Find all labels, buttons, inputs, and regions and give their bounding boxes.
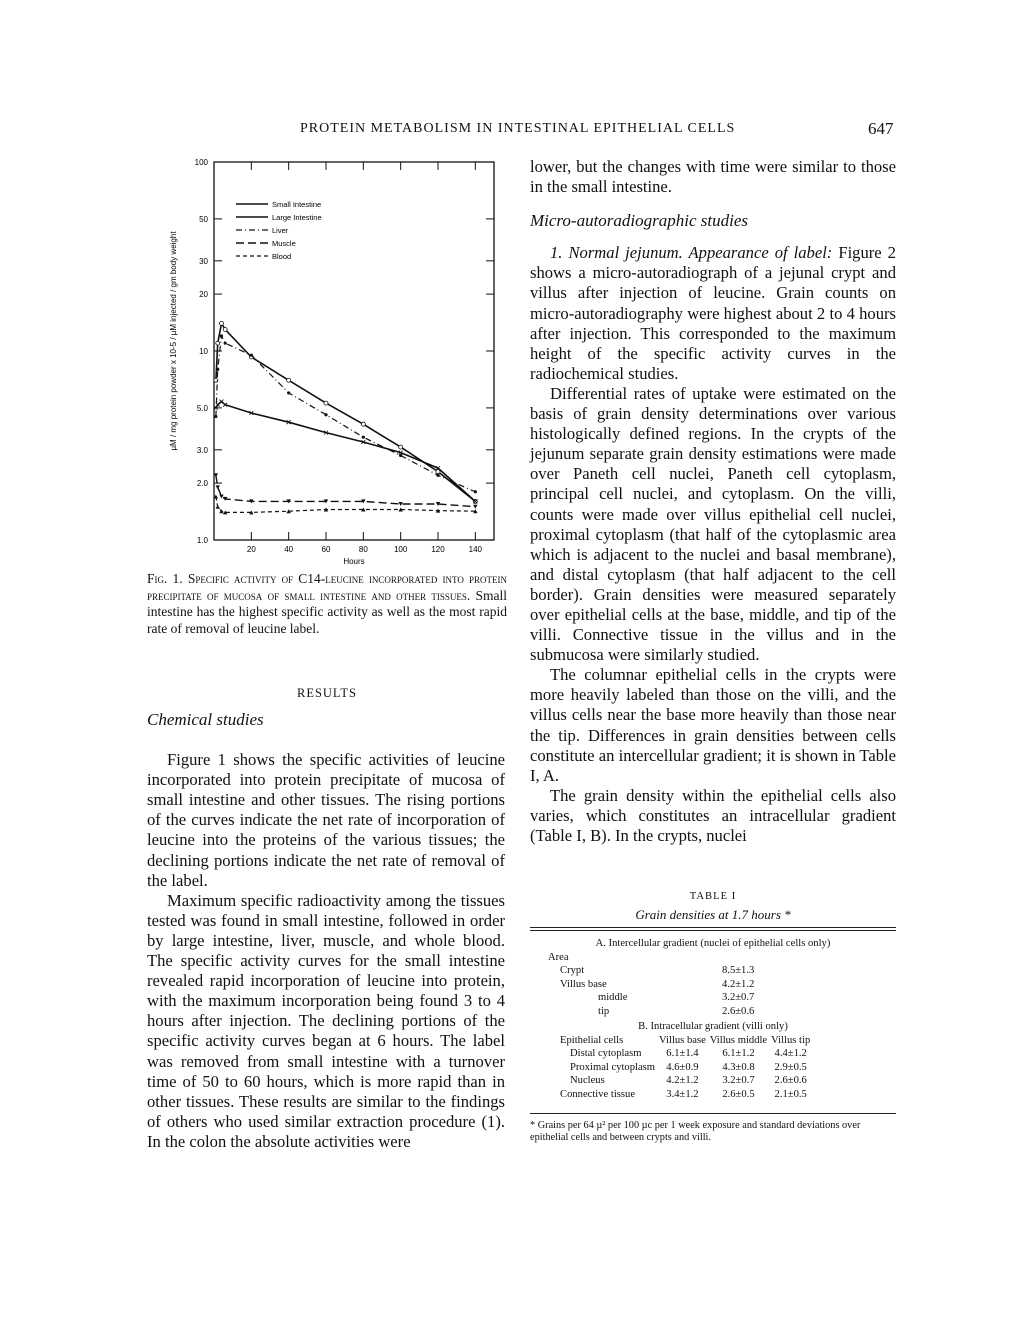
left-column <box>147 710 505 1152</box>
table-a-row <box>558 991 756 1005</box>
x-tick-label: 140 <box>468 545 483 554</box>
data-point <box>214 378 218 382</box>
table-b-value: 2.1±0.5 <box>774 1088 807 1100</box>
data-point <box>216 368 219 371</box>
data-point <box>219 400 223 404</box>
series-line <box>216 475 475 506</box>
legend-label: Muscle <box>272 239 296 248</box>
series-line <box>216 402 475 502</box>
x-tick-label: 20 <box>246 545 256 554</box>
table-b-value: 2.6±0.5 <box>722 1088 755 1100</box>
table-b-label: Distal cytoplasm <box>570 1048 642 1059</box>
table-b-label: Connective tissue <box>560 1088 636 1100</box>
data-point <box>436 474 439 477</box>
table-b-header: Villus base <box>659 1034 706 1046</box>
table-a-row <box>558 964 756 978</box>
data-point <box>214 415 217 418</box>
table-b-row <box>558 1061 812 1075</box>
data-point <box>287 391 290 394</box>
x-axis-label: Hours <box>343 557 365 566</box>
right-paragraph-2: Differential rates of uptake were estimated on the basis of grain density determinations over various histologically defined regions. In the crypts of the jejunum separate grain density estimations were made over Paneth cell nuclei, Paneth cell cytoplasm, principal cell nuclei, and cytoplasm. On the villi, counts were made over villus epithelial cell nuclei, proximal cytoplasm (that half of the cytoplasmic area which is adjacent to the nuclei and basal membrane), and distal cytoplasm (that half adjacent to the cell border). Grain densities were measured separately over epithelial cells at the base, middle, and tip of the villi. Connective tissue in the villus and in the submucosa were similarly studied. <box>530 383 896 665</box>
y-tick-label: 20 <box>199 290 208 300</box>
series-line <box>216 496 475 512</box>
table-section-a: A. Intercellular gradient (nuclei of epithelial cells only) <box>595 938 831 949</box>
table-a <box>558 964 756 1018</box>
table-b-value: 4.3±0.8 <box>722 1061 755 1073</box>
legend-label: Blood <box>272 252 292 261</box>
y-axis-label: µM / mg protein powder x 10-5 / µM injected / gm body weight <box>169 231 178 451</box>
table-b-value: 4.6±0.9 <box>666 1061 699 1073</box>
legend-label: Liver <box>272 226 289 235</box>
caption-text: Small intestine has the highest specific activity as well as the most rapid rate of removal of leucine label. <box>147 587 508 636</box>
table-b-value: 3.2±0.7 <box>722 1075 755 1086</box>
table-b-header: Villus tip <box>771 1034 811 1046</box>
y-tick-label: 50 <box>199 214 208 224</box>
data-point <box>216 505 220 509</box>
chart-plot <box>169 158 494 566</box>
legend-label: Large Intestine <box>272 213 322 222</box>
table-b-row <box>558 1088 812 1102</box>
table-label: TABLE I <box>689 891 737 902</box>
table-bottom-rule <box>530 1113 896 1114</box>
data-point <box>250 354 253 357</box>
results-heading: RESULTS <box>296 686 358 700</box>
left-paragraph-1: Figure 1 shows the specific activities of leucine incorporated into protein precipitate of mucosa of small intestine and other tissues. The rising portions of the curves indicate the net rate of incorporation of leucine into the proteins of the various tissues; the declining portions indicate the net rate of removal of the label. <box>147 750 505 890</box>
table-b-row <box>558 1047 812 1061</box>
running-head: PROTEIN METABOLISM IN INTESTINAL EPITHELIAL CELLS <box>300 121 736 136</box>
data-point <box>473 505 477 509</box>
data-point <box>362 436 365 439</box>
chemical-studies-heading: Chemical studies <box>147 710 264 729</box>
table-a-value: 8.5±1.3 <box>722 965 755 976</box>
table-b-value: 2.6±0.6 <box>774 1075 807 1086</box>
data-point <box>223 327 227 331</box>
data-point <box>216 485 220 489</box>
x-tick-label: 40 <box>284 545 294 554</box>
x-tick-label: 80 <box>358 545 368 554</box>
y-tick-label: 1.0 <box>196 536 208 545</box>
table-b-value: 6.1±1.4 <box>666 1048 699 1059</box>
y-tick-label: 2.0 <box>196 479 208 489</box>
data-point <box>324 413 327 416</box>
table-area-label: Area <box>548 951 569 963</box>
data-point <box>324 401 328 405</box>
x-tick-label: 120 <box>431 545 445 554</box>
y-tick-label: 3.0 <box>196 445 208 455</box>
table-b-value: 4.4±1.2 <box>774 1048 807 1059</box>
right-column <box>530 157 896 846</box>
micro-heading: Micro-autoradiographic studies <box>530 211 748 231</box>
y-tick-label: 10 <box>199 347 208 356</box>
table-b-header: Epithelial cells <box>560 1034 624 1046</box>
data-point <box>399 454 402 457</box>
table-b-row <box>558 1074 812 1088</box>
x-tick-label: 60 <box>321 545 331 554</box>
data-point <box>287 378 291 382</box>
table-section-b: B. Intracellular gradient (villi only) <box>638 1021 788 1032</box>
table-a-row <box>558 1005 756 1019</box>
table-b <box>558 1034 812 1102</box>
y-tick-label: 100 <box>194 158 208 167</box>
right-paragraph-1 <box>530 243 896 384</box>
right-paragraph-4: The grain density within the epithelial cells also varies, which constitutes an intracellular gradient (Table I, B). In the crypts, nuclei <box>530 785 896 845</box>
table-a-label: Villus base <box>560 978 607 990</box>
table-footnote: * Grains per 64 µ² per 100 µc per 1 week exposure and standard deviations over epithelial cells and between crypts and villi. <box>530 1120 861 1143</box>
table-a-row <box>558 978 756 992</box>
table-a-value: 4.2±1.2 <box>722 978 755 990</box>
data-point <box>399 445 403 449</box>
table-top-rule <box>530 927 896 928</box>
data-point <box>398 502 402 506</box>
table-a-value: 2.6±0.6 <box>722 1005 755 1017</box>
x-tick-label: 100 <box>393 545 408 554</box>
caption-label: Fig. 1. <box>147 571 183 586</box>
legend-label: Small Intestine <box>272 200 322 209</box>
right-paragraph-0: lower, but the changes with time were similar to those in the small intestine. <box>530 157 896 197</box>
table-top-rule-2 <box>530 930 896 931</box>
data-point <box>474 490 477 493</box>
data-point <box>220 334 223 337</box>
table-b-value: 4.2±1.2 <box>666 1075 699 1086</box>
table-b-label: Nucleus <box>570 1075 605 1086</box>
table-a-value: 3.2±0.7 <box>722 992 755 1003</box>
normal-jejunum-lead: 1. Normal jejunum. Appearance of label: <box>550 243 833 263</box>
figure-caption <box>147 571 507 637</box>
table-a-label: Crypt <box>560 965 585 976</box>
data-point <box>224 342 227 345</box>
data-point <box>216 341 220 345</box>
figure-1-chart <box>150 150 510 570</box>
caption-title: Specific activity of C14-leucine incorporated into protein precipitate of mucosa of small intestine and other tissues. <box>147 571 508 603</box>
table-1 <box>530 890 896 1144</box>
table-a-label: middle <box>598 992 628 1003</box>
y-tick-label: 5.0 <box>196 403 208 413</box>
left-paragraph-2: Maximum specific radioactivity among the tissues tested was found in small intestine, followed in order by large intestine, liver, muscle, and whole blood. The specific activity curves for the small intestine revealed rapid incorporation of leucine into protein, with the maximum incorporation being found 3 to 4 hours after injection. The declining portions of the specific activity curves began at 6 hours. The label was removed from small intestine with a turnover time of 50 to 60 hours, which is more rapid than in other tissues. These results are similar to the findings of others who used similar extraction procedure (1). In the colon the absolute activities were <box>147 890 505 1151</box>
table-b-label: Proximal cytoplasm <box>570 1061 656 1073</box>
table-b-value: 3.4±1.2 <box>666 1088 699 1100</box>
data-point <box>361 422 365 426</box>
table-b-value: 2.9±0.5 <box>774 1061 807 1073</box>
table-title: Grain densities at 1.7 hours * <box>635 906 791 922</box>
right-paragraph-1-text: Figure 2 shows a micro-autoradiograph of a jejunal crypt and villus after injection of leucine. Grain counts on micro-autoradiography were highest about 2 to 4 hours after injection. This corresponded to the maximum height of the specific activity curves in the radiochemical studies. <box>530 243 896 383</box>
y-tick-label: 30 <box>199 256 208 266</box>
data-point <box>219 321 223 325</box>
table-b-header: Villus middle <box>709 1034 768 1046</box>
page-number: 647 <box>868 119 894 138</box>
table-b-value: 6.1±1.2 <box>722 1048 755 1059</box>
table-a-label: tip <box>598 1005 610 1017</box>
right-paragraph-3: The columnar epithelial cells in the crypts were more heavily labeled than those on the villi, and the villus cells near the base more heavily than those near the tip. Differences in grain densities between cells constitute an intercellular gradient; it is shown in Table I, A. <box>530 665 896 785</box>
